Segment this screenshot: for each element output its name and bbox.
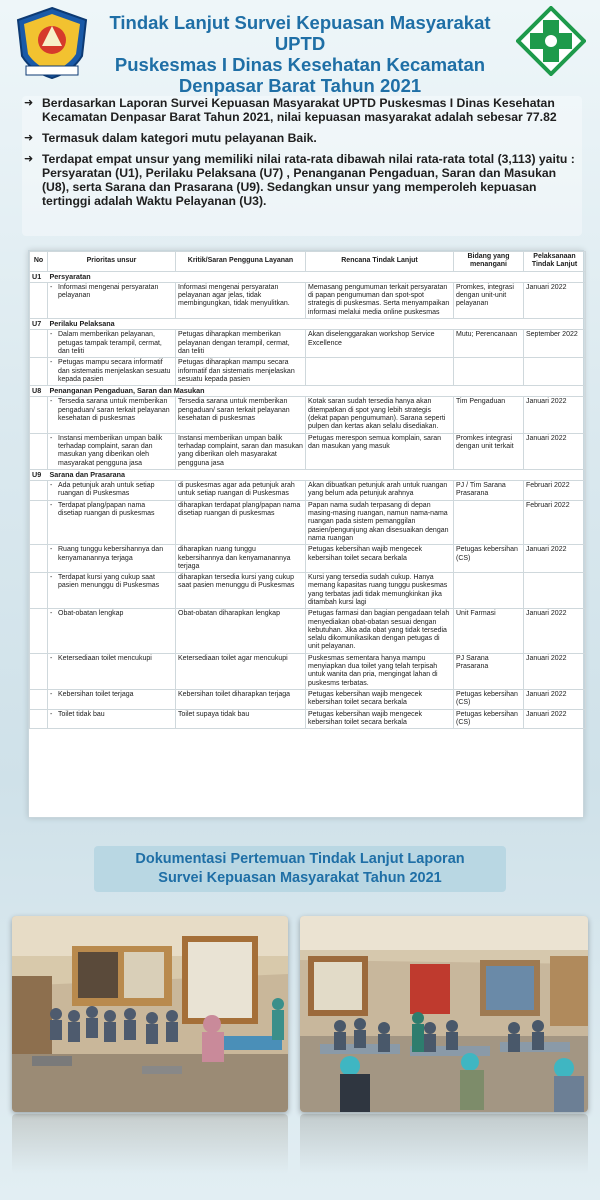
page-title-line-1: Tindak Lanjut Survei Kepuasan Masyarakat UPTD — [109, 12, 491, 54]
table-cell: Januari 2022 — [524, 609, 586, 653]
table-cell: Akan diselenggarakan workshop Service Excellence — [306, 330, 454, 358]
table-cell — [524, 358, 586, 386]
row-priority-text: Terdapat plang/papan nama disetiap ruangan di puskesmas — [58, 501, 155, 518]
table-cell — [48, 653, 176, 689]
col-header-unit: Bidang yang menangani — [454, 252, 524, 272]
table-cell: Kotak saran sudah tersedia hanya akan ditempatkan di spot yang lebih strategis (dekat papan pengumuman). Sarana seperti pulpen dan kertas akan selalu disediakan. — [306, 397, 454, 433]
table-cell: Mutu; Perencanaan — [454, 330, 524, 358]
table-section-row — [30, 386, 586, 397]
row-priority-text: Ketersediaan toilet mencukupi — [58, 654, 152, 662]
table-section-row — [30, 319, 586, 330]
table-cell: Petugas diharapkan memberikan pelayanan dengan terampil, cermat, dan teliti — [176, 330, 306, 358]
table-cell — [524, 573, 586, 609]
photo-1-reflection — [12, 1114, 288, 1174]
documentation-title-line-1: Dokumentasi Pertemuan Tindak Lanjut Laporan — [135, 851, 465, 867]
table-row — [30, 709, 586, 729]
table-row — [30, 689, 586, 709]
table-cell: Memasang pengumuman terkait persyaratan di papan pengumuman dan spot-spot strategis di puskesmas. Serta menyampaikan informasi melalui media online puskesmas — [306, 282, 454, 318]
table-cell — [306, 358, 454, 386]
table-cell — [48, 282, 176, 318]
row-dash: - — [50, 331, 53, 339]
bullet-item — [22, 131, 582, 145]
documentation-title — [94, 846, 506, 892]
meeting-photo-1 — [12, 916, 288, 1112]
col-header-plan: Rencana Tindak Lanjut — [306, 252, 454, 272]
bullet-text: Berdasarkan Laporan Survei Kepuasan Masyarakat UPTD Puskesmas I Dinas Kesehatan Kecamatan Denpasar Barat Tahun 2021, nilai kepuasan masyarakat adalah sebesar 77.82 — [42, 96, 557, 124]
table-cell — [48, 330, 176, 358]
row-dash: - — [50, 654, 53, 662]
section-name: Sarana dan Prasarana — [48, 469, 586, 480]
regency-crest-icon — [12, 6, 92, 80]
row-dash: - — [50, 482, 53, 490]
table-row — [30, 609, 586, 653]
row-priority-text: Ruang tunggu kebersihannya dan kenyamanannya terjaga — [58, 546, 164, 562]
row-no-cell — [30, 282, 48, 318]
row-priority-text: Instansi memberikan umpan balik terhadap complaint, saran dan masukan yang diberikan oleh masyarakat pengguna jasa — [58, 434, 163, 467]
table-cell — [48, 545, 176, 573]
table-cell: Petugas kebersihan wajib mengecek kebersihan toilet secara berkala — [306, 545, 454, 573]
table-cell: Petugas kebersihan wajib mengecek kebersihan toilet secara berkala — [306, 709, 454, 729]
section-code: U7 — [30, 319, 48, 330]
row-priority-text: Informasi mengenai persyaratan pelayanan — [58, 283, 159, 300]
row-no-cell — [30, 433, 48, 469]
table-cell: diharapkan tersedia kursi yang cukup saat pasien menunggu di Puskesmas — [176, 573, 306, 609]
row-dash: - — [50, 610, 53, 618]
col-header-schedule: Pelaksanaan Tindak Lanjut — [524, 252, 586, 272]
row-priority-text: Dalam memberikan pelayanan, petugas tampak terampil, cermat, dan teliti — [58, 331, 162, 355]
row-priority-text: Terdapat kursi yang cukup saat pasien menunggu di Puskesmas — [58, 574, 160, 590]
page-title-line-3: Denpasar Barat Tahun 2021 — [178, 75, 422, 96]
table-cell — [454, 358, 524, 386]
table-cell: Petugas kebersihan (CS) — [454, 689, 524, 709]
table-header-row — [30, 252, 586, 272]
table-cell — [48, 397, 176, 433]
table-cell: Papan nama sudah terpasang di depan masing-masing ruangan, namun nama-nama ruangan pada sistem pemanggilan pasien/pengunjung akan disesuaikan dengan nama ruangan — [306, 500, 454, 544]
table-cell: diharapkan ruang tunggu kebersihannya dan kenyamanannya terjaga — [176, 545, 306, 573]
row-no-cell — [30, 689, 48, 709]
table-cell: Petugas kebersihan (CS) — [454, 545, 524, 573]
table-cell: Januari 2022 — [524, 397, 586, 433]
col-header-priority: Prioritas unsur — [48, 252, 176, 272]
puskesmas-cross-icon — [516, 6, 586, 76]
table-cell — [48, 689, 176, 709]
table-cell: Januari 2022 — [524, 282, 586, 318]
arrow-bullet-icon: ➜ — [24, 97, 34, 109]
row-no-cell — [30, 573, 48, 609]
table-cell: diharapkan terdapat plang/papan nama disetiap ruangan di puskesmas — [176, 500, 306, 544]
row-no-cell — [30, 653, 48, 689]
table-row — [30, 545, 586, 573]
documentation-title-line-2: Survei Kepuasan Masyarakat Tahun 2021 — [158, 870, 442, 886]
row-no-cell — [30, 481, 48, 501]
row-no-cell — [30, 609, 48, 653]
meeting-photo-2 — [300, 916, 588, 1112]
page-title — [96, 12, 504, 96]
table-cell: Akan dibuatkan petunjuk arah untuk ruangan yang belum ada petunjuk arahnya — [306, 481, 454, 501]
row-dash: - — [50, 574, 53, 582]
row-dash: - — [50, 501, 53, 509]
table-cell: Ketersediaan toilet agar mencukupi — [176, 653, 306, 689]
arrow-bullet-icon: ➜ — [24, 153, 34, 165]
table-cell: Puskesmas sementara hanya mampu menyiapkan dua toilet yang telah terpisah untuk wanita dan pria, mengingat lahan di puskesms terbatas. — [306, 653, 454, 689]
row-no-cell — [30, 500, 48, 544]
bullet-text: Terdapat empat unsur yang memiliki nilai rata-rata dibawah nilai rata-rata total (3,113) yaitu : Persyaratan (U1), Perilaku Pelaksana (U7) , Penanganan Pengaduan, Saran dan Masukan (U8), serta Sarana dan Prasarana (U9). Sedangkan unsur yang memperoleh kepuasan tertinggi adalah Waktu Pelayanan (U3). — [42, 152, 575, 208]
photo-2-reflection — [300, 1114, 588, 1174]
row-priority-text: Ada petunjuk arah untuk setiap ruangan di Puskesmas — [58, 482, 155, 498]
table-cell: Januari 2022 — [524, 689, 586, 709]
table-cell — [454, 573, 524, 609]
table-cell: di puskesmas agar ada petunjuk arah untuk setiap ruangan di Puskesmas — [176, 481, 306, 501]
col-header-feedback: Kritik/Saran Pengguna Layanan — [176, 252, 306, 272]
section-code: U9 — [30, 469, 48, 480]
table-cell — [48, 573, 176, 609]
table-cell: Petugas merespon semua komplain, saran dan masukan yang masuk — [306, 433, 454, 469]
table-cell: Februari 2022 — [524, 481, 586, 501]
table-cell: Petugas kebersihan wajib mengecek kebersihan toilet secara berkala — [306, 689, 454, 709]
row-no-cell — [30, 397, 48, 433]
table-cell: Januari 2022 — [524, 545, 586, 573]
section-code: U8 — [30, 386, 48, 397]
table-cell: Januari 2022 — [524, 653, 586, 689]
table-cell: September 2022 — [524, 330, 586, 358]
row-no-cell — [30, 358, 48, 386]
table-row — [30, 500, 586, 544]
table-cell: Promkes, integrasi dengan unit-unit pelayanan — [454, 282, 524, 318]
table-row — [30, 433, 586, 469]
summary-bullets — [22, 96, 582, 236]
row-no-cell — [30, 545, 48, 573]
table-cell: Informasi mengenai persyaratan pelayanan agar jelas, tidak membingungkan, tidak menyulitkan. — [176, 282, 306, 318]
table-cell: Tersedia sarana untuk memberikan pengaduan/ saran terkait pelayanan kesehatan di puskesmas — [176, 397, 306, 433]
table — [29, 251, 586, 729]
row-dash: - — [50, 546, 53, 554]
bullet-item — [22, 96, 582, 124]
table-cell — [48, 433, 176, 469]
table-cell — [48, 709, 176, 729]
table-cell: Kursi yang tersedia sudah cukup. Hanya memang kapasitas ruang tunggu puskesmas yang terbatas jadi tidak memungkinkan jika ditambah kursi lagi — [306, 573, 454, 609]
table-cell: Petugas diharapkan mampu secara informatif dan sistematis menjelaskan sesuatu kepada pasien — [176, 358, 306, 386]
row-priority-text: Obat-obatan lengkap — [58, 610, 124, 618]
row-dash: - — [50, 359, 53, 367]
table-cell: Februari 2022 — [524, 500, 586, 544]
bullet-item — [22, 152, 582, 208]
row-no-cell — [30, 330, 48, 358]
section-name: Perilaku Pelaksana — [48, 319, 586, 330]
table-row — [30, 397, 586, 433]
row-priority-text: Kebersihan toilet terjaga — [58, 690, 134, 698]
section-name: Penanganan Pengaduan, Saran dan Masukan — [48, 386, 586, 397]
row-dash: - — [50, 710, 53, 718]
row-priority-text: Tersedia sarana untuk memberikan pengaduan/ saran terkait pelayanan kesehatan di puskesmas — [58, 398, 170, 423]
table-cell: Kebersihan toilet diharapkan terjaga — [176, 689, 306, 709]
table-row — [30, 358, 586, 386]
table-row — [30, 573, 586, 609]
table-cell: Promkes integrasi dengan unit terkait — [454, 433, 524, 469]
row-priority-text: Petugas mampu secara informatif dan sistematis menjelaskan sesuatu kepada pasien — [58, 359, 171, 383]
table-cell: Petugas kebersihan (CS) — [454, 709, 524, 729]
table-cell — [48, 609, 176, 653]
row-dash: - — [50, 690, 53, 698]
table-row — [30, 653, 586, 689]
row-dash: - — [50, 283, 53, 291]
row-dash: - — [50, 434, 53, 442]
table-row — [30, 481, 586, 501]
bullet-text: Termasuk dalam kategori mutu pelayanan Baik. — [42, 131, 317, 145]
follow-up-table — [28, 250, 584, 818]
col-header-no: No — [30, 252, 48, 272]
table-cell: Januari 2022 — [524, 709, 586, 729]
table-cell — [48, 500, 176, 544]
table-cell: PJ / Tim Sarana Prasarana — [454, 481, 524, 501]
table-section-row — [30, 469, 586, 480]
table-cell — [48, 481, 176, 501]
table-row — [30, 330, 586, 358]
table-row — [30, 282, 586, 318]
table-cell: Unit Farmasi — [454, 609, 524, 653]
table-cell: Tim Pengaduan — [454, 397, 524, 433]
arrow-bullet-icon: ➜ — [24, 132, 34, 144]
table-cell: Januari 2022 — [524, 433, 586, 469]
table-cell: Petugas farmasi dan bagian pengadaan telah menyediakan obat-obatan sesuai dengan kebutuhan. Jika ada obat yang tidak tersedia selalu dikomunikasikan dengan petugas di unit pelayanan. — [306, 609, 454, 653]
table-cell — [48, 358, 176, 386]
table-body — [30, 271, 586, 729]
table-cell: Instansi memberikan umpan balik terhadap complaint, saran dan masukan yang diberikan oleh masyarakat pengguna jasa — [176, 433, 306, 469]
table-section-row — [30, 271, 586, 282]
row-priority-text: Toilet tidak bau — [58, 710, 105, 718]
table-cell — [454, 500, 524, 544]
table-cell: PJ Sarana Prasarana — [454, 653, 524, 689]
section-name: Persyaratan — [48, 271, 586, 282]
row-no-cell — [30, 709, 48, 729]
table-cell: Obat-obatan diharapkan lengkap — [176, 609, 306, 653]
row-dash: - — [50, 398, 53, 406]
section-code: U1 — [30, 271, 48, 282]
table-cell: Toilet supaya tidak bau — [176, 709, 306, 729]
page-title-line-2: Puskesmas I Dinas Kesehatan Kecamatan — [114, 54, 486, 75]
